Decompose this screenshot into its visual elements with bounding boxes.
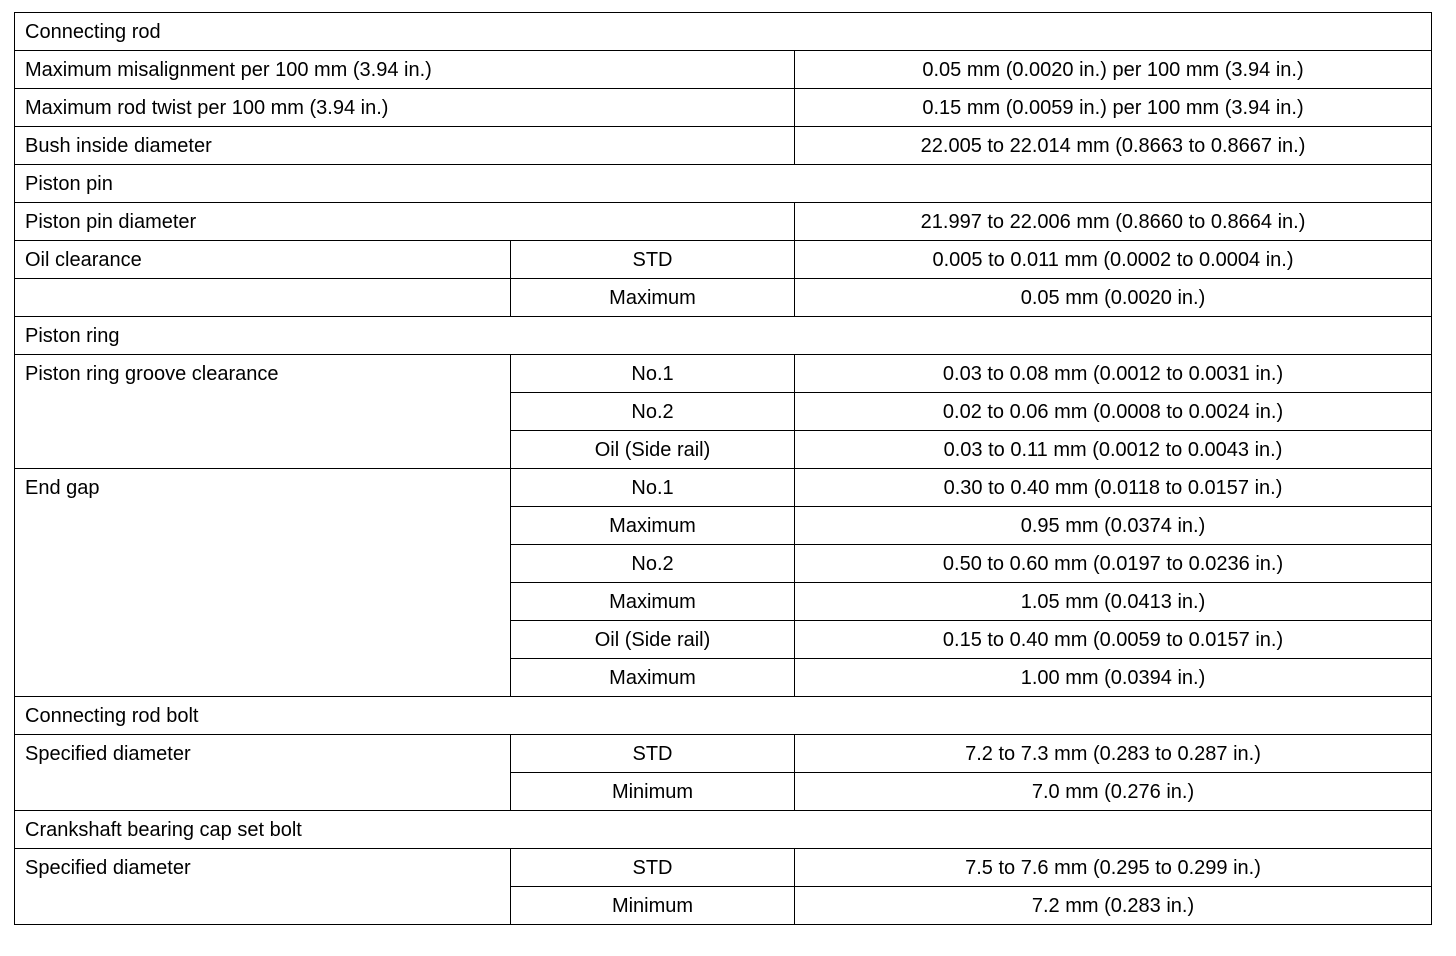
rod-bolt-condition: Minimum	[511, 773, 795, 811]
end-gap-condition: Oil (Side rail)	[511, 621, 795, 659]
crank-bolt-condition: Minimum	[511, 887, 795, 925]
section-title-piston-ring: Piston ring	[15, 317, 1432, 355]
crank-bolt-value: 7.5 to 7.6 mm (0.295 to 0.299 in.)	[795, 849, 1432, 887]
section-row-piston-ring	[15, 317, 1432, 355]
end-gap-condition: Maximum	[511, 659, 795, 697]
section-title-crankshaft-bolt: Crankshaft bearing cap set bolt	[15, 811, 1432, 849]
section-row-crankshaft-bolt	[15, 811, 1432, 849]
table-row	[15, 203, 1432, 241]
end-gap-value: 0.15 to 0.40 mm (0.0059 to 0.0157 in.)	[795, 621, 1432, 659]
table-row	[15, 849, 1432, 887]
oil-clearance-condition: Maximum	[511, 279, 795, 317]
end-gap-condition: No.1	[511, 469, 795, 507]
section-row-connecting-rod-bolt	[15, 697, 1432, 735]
table-row	[15, 127, 1432, 165]
oil-clearance-value: 0.05 mm (0.0020 in.)	[795, 279, 1432, 317]
table-row	[15, 51, 1432, 89]
end-gap-condition: Maximum	[511, 583, 795, 621]
table-row	[15, 279, 1432, 317]
end-gap-value: 0.95 mm (0.0374 in.)	[795, 507, 1432, 545]
empty-label-cell	[15, 279, 511, 317]
section-title-connecting-rod-bolt: Connecting rod bolt	[15, 697, 1432, 735]
table-row	[15, 735, 1432, 773]
groove-clearance-condition: No.2	[511, 393, 795, 431]
crank-bolt-condition: STD	[511, 849, 795, 887]
end-gap-value: 1.05 mm (0.0413 in.)	[795, 583, 1432, 621]
end-gap-value: 0.50 to 0.60 mm (0.0197 to 0.0236 in.)	[795, 545, 1432, 583]
section-title-connecting-rod: Connecting rod	[15, 13, 1432, 51]
rod-bolt-value: 7.0 mm (0.276 in.)	[795, 773, 1432, 811]
section-row-piston-pin	[15, 165, 1432, 203]
groove-clearance-condition: Oil (Side rail)	[511, 431, 795, 469]
specification-table	[14, 12, 1432, 925]
groove-clearance-value: 0.03 to 0.08 mm (0.0012 to 0.0031 in.)	[795, 355, 1432, 393]
groove-clearance-value: 0.03 to 0.11 mm (0.0012 to 0.0043 in.)	[795, 431, 1432, 469]
crank-bolt-diameter-label: Specified diameter	[15, 849, 511, 925]
rod-bolt-value: 7.2 to 7.3 mm (0.283 to 0.287 in.)	[795, 735, 1432, 773]
oil-clearance-label: Oil clearance	[15, 241, 511, 279]
groove-clearance-condition: No.1	[511, 355, 795, 393]
table-row	[15, 241, 1432, 279]
groove-clearance-value: 0.02 to 0.06 mm (0.0008 to 0.0024 in.)	[795, 393, 1432, 431]
rod-bolt-diameter-label: Specified diameter	[15, 735, 511, 811]
piston-pin-diameter-label: Piston pin diameter	[15, 203, 795, 241]
oil-clearance-condition: STD	[511, 241, 795, 279]
piston-pin-diameter-value: 21.997 to 22.006 mm (0.8660 to 0.8664 in.)	[795, 203, 1432, 241]
end-gap-condition: Maximum	[511, 507, 795, 545]
section-row-connecting-rod	[15, 13, 1432, 51]
rod-twist-label: Maximum rod twist per 100 mm (3.94 in.)	[15, 89, 795, 127]
end-gap-label: End gap	[15, 469, 511, 697]
bush-diameter-label: Bush inside diameter	[15, 127, 795, 165]
crank-bolt-value: 7.2 mm (0.283 in.)	[795, 887, 1432, 925]
table-row	[15, 469, 1432, 507]
bush-diameter-value: 22.005 to 22.014 mm (0.8663 to 0.8667 in.)	[795, 127, 1432, 165]
misalignment-value: 0.05 mm (0.0020 in.) per 100 mm (3.94 in.)	[795, 51, 1432, 89]
table-row	[15, 355, 1432, 393]
rod-bolt-condition: STD	[511, 735, 795, 773]
end-gap-condition: No.2	[511, 545, 795, 583]
end-gap-value: 1.00 mm (0.0394 in.)	[795, 659, 1432, 697]
table-row	[15, 89, 1432, 127]
section-title-piston-pin: Piston pin	[15, 165, 1432, 203]
oil-clearance-value: 0.005 to 0.011 mm (0.0002 to 0.0004 in.)	[795, 241, 1432, 279]
end-gap-value: 0.30 to 0.40 mm (0.0118 to 0.0157 in.)	[795, 469, 1432, 507]
rod-twist-value: 0.15 mm (0.0059 in.) per 100 mm (3.94 in.)	[795, 89, 1432, 127]
misalignment-label: Maximum misalignment per 100 mm (3.94 in.)	[15, 51, 795, 89]
groove-clearance-label: Piston ring groove clearance	[15, 355, 511, 469]
